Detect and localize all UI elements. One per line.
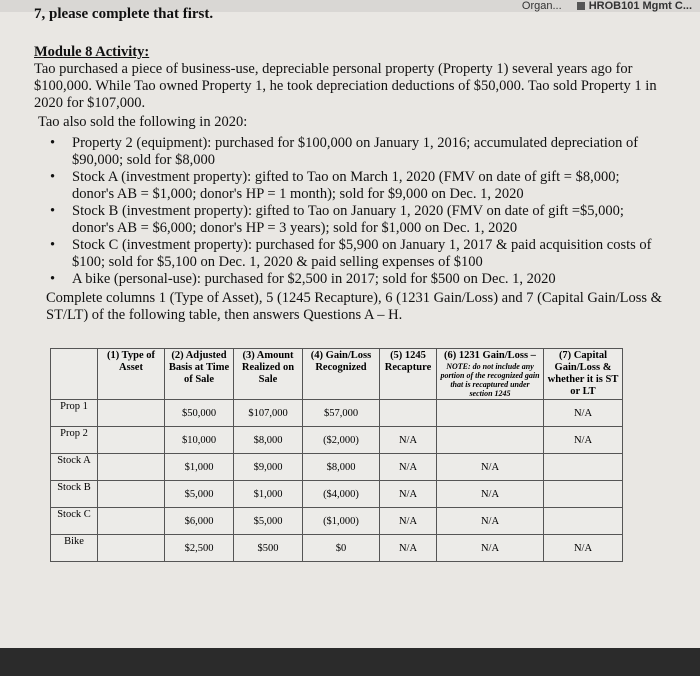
cell-1231[interactable]: N/A	[437, 508, 544, 535]
cell-realized: $1,000	[234, 481, 303, 508]
cell-1231[interactable]: N/A	[437, 535, 544, 562]
previous-line: 7, please complete that first.	[34, 6, 214, 22]
bullet-item	[50, 169, 664, 203]
cell-realized: $8,000	[234, 427, 303, 454]
col-capital-gain-loss: (7) Capital Gain/Loss & whether it is ST or LT	[544, 349, 623, 400]
row-label: Stock A	[51, 454, 98, 481]
cell-capital[interactable]	[544, 454, 623, 481]
cell-realized: $9,000	[234, 454, 303, 481]
col-gain-loss: (4) Gain/Loss Recognized	[303, 349, 380, 400]
intro-paragraph: Tao purchased a piece of business-use, depreciable personal property (Property 1) several years ago for $100,000. While Tao owned Property 1, he took depreciation deductions of $50,000. Tao sold Property 1 in 2020 for $107,000.	[34, 61, 657, 111]
cell-1245[interactable]: N/A	[380, 535, 437, 562]
row-label: Prop 1	[51, 400, 98, 427]
bullet-item	[50, 237, 664, 271]
cell-basis: $2,500	[165, 535, 234, 562]
cell-1245[interactable]: N/A	[380, 481, 437, 508]
cell-type[interactable]	[98, 535, 165, 562]
also-sold-line: Tao also sold the following in 2020:	[38, 114, 248, 130]
cell-capital[interactable]	[544, 508, 623, 535]
bullet-item	[50, 203, 664, 237]
cell-1245[interactable]: N/A	[380, 508, 437, 535]
col-adjusted-basis: (2) Adjusted Basis at Time of Sale	[165, 349, 234, 400]
cell-basis: $6,000	[165, 508, 234, 535]
bullet-icon: •	[50, 237, 56, 253]
document-icon	[577, 2, 585, 10]
table-row	[51, 508, 623, 535]
bullet-item	[50, 271, 664, 288]
row-label: Bike	[51, 535, 98, 562]
activity-content	[34, 44, 664, 324]
cell-basis: $50,000	[165, 400, 234, 427]
col-1231-gain-loss	[437, 349, 544, 400]
cell-gain: $57,000	[303, 400, 380, 427]
cell-gain: $8,000	[303, 454, 380, 481]
bullet-icon: •	[50, 203, 56, 219]
cell-1231[interactable]: N/A	[437, 454, 544, 481]
table-row	[51, 481, 623, 508]
table-row	[51, 535, 623, 562]
cell-basis: $10,000	[165, 427, 234, 454]
bottom-bezel	[0, 648, 700, 676]
instruction-paragraph: Complete columns 1 (Type of Asset), 5 (1245 Recapture), 6 (1231 Gain/Loss) and 7 (Capital Gain/Loss & ST/LT) of the following table, then answers Questions A – H.	[46, 290, 662, 323]
table-header-row	[51, 349, 623, 400]
corner-cell	[51, 349, 98, 400]
cell-basis: $1,000	[165, 454, 234, 481]
cell-1245[interactable]: N/A	[380, 454, 437, 481]
activity-heading: Module 8 Activity:	[34, 44, 150, 60]
cell-capital[interactable]: N/A	[544, 427, 623, 454]
cell-type[interactable]	[98, 481, 165, 508]
table-row	[51, 427, 623, 454]
bullet-text: Stock B (investment property): gifted to Tao on January 1, 2020 (FMV on date of gift =$5,000; donor's AB = $6,000; donor's HP = 3 years); sold for $1,000 on Dec. 1, 2020	[72, 203, 624, 236]
cell-basis: $5,000	[165, 481, 234, 508]
row-label: Prop 2	[51, 427, 98, 454]
cell-capital[interactable]: N/A	[544, 535, 623, 562]
tab-hrob101[interactable]	[577, 0, 692, 12]
cell-type[interactable]	[98, 454, 165, 481]
col-1231-note: NOTE: do not include any portion of the recognized gain that is recaptured under section 1245	[440, 362, 540, 398]
bullet-icon: •	[50, 135, 56, 151]
bullet-text: Stock A (investment property): gifted to Tao on March 1, 2020 (FMV on date of gift = $8,000; donor's AB = $1,000; donor's HP = 1 month); sold for $9,000 on Dec. 1, 2020	[72, 169, 620, 202]
cell-type[interactable]	[98, 400, 165, 427]
bullet-list	[50, 135, 664, 288]
cell-type[interactable]	[98, 508, 165, 535]
bullet-text: Property 2 (equipment): purchased for $100,000 on January 1, 2016; accumulated depreciation of $90,000; sold for $8,000	[72, 135, 639, 168]
cell-gain: $0	[303, 535, 380, 562]
tab-hrob101-label: HROB101 Mgmt C...	[588, 0, 692, 12]
bullet-text: A bike (personal-use): purchased for $2,500 in 2017; sold for $500 on Dec. 1, 2020	[72, 271, 556, 287]
cell-realized: $5,000	[234, 508, 303, 535]
col-type-of-asset: (1) Type of Asset	[98, 349, 165, 400]
bullet-icon: •	[50, 271, 56, 287]
cell-1231[interactable]	[437, 400, 544, 427]
row-label: Stock C	[51, 508, 98, 535]
cell-capital[interactable]	[544, 481, 623, 508]
cell-1231[interactable]	[437, 427, 544, 454]
cell-gain: ($4,000)	[303, 481, 380, 508]
col-1231-title: (6) 1231 Gain/Loss –	[444, 350, 536, 361]
bullet-icon: •	[50, 169, 56, 185]
table-row	[51, 454, 623, 481]
cell-gain: ($2,000)	[303, 427, 380, 454]
cell-capital[interactable]: N/A	[544, 400, 623, 427]
row-label: Stock B	[51, 481, 98, 508]
gain-loss-table	[50, 348, 623, 562]
cell-1245[interactable]: N/A	[380, 427, 437, 454]
cell-realized: $500	[234, 535, 303, 562]
cell-1245[interactable]	[380, 400, 437, 427]
col-amount-realized: (3) Amount Realized on Sale	[234, 349, 303, 400]
cell-gain: ($1,000)	[303, 508, 380, 535]
tab-organ[interactable]: Organ...	[521, 0, 562, 12]
cell-1231[interactable]: N/A	[437, 481, 544, 508]
tab-strip	[510, 0, 692, 12]
cell-type[interactable]	[98, 427, 165, 454]
table-row	[51, 400, 623, 427]
bullet-text: Stock C (investment property): purchased for $5,900 on January 1, 2017 & paid acquisition costs of $100; sold for $5,100 on Dec. 1, 2020 & paid selling expenses of $100	[72, 237, 652, 270]
cell-realized: $107,000	[234, 400, 303, 427]
col-1245-recapture: (5) 1245 Recapture	[380, 349, 437, 400]
bullet-item	[50, 135, 664, 169]
